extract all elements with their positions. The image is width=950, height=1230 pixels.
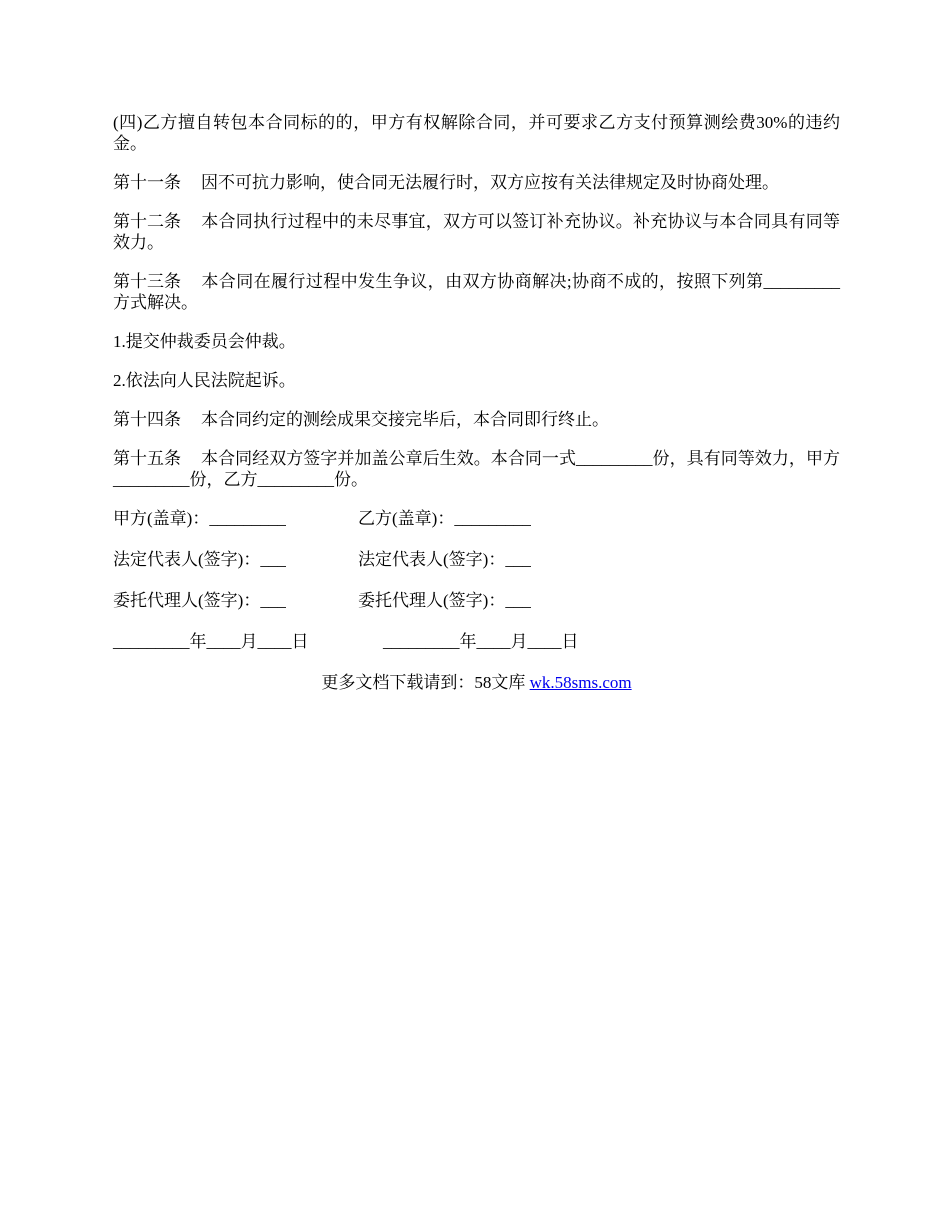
clause-14-text: 本合同约定的测绘成果交接完毕后，本合同即行终止。 (201, 410, 609, 429)
party-b-date: _________年____月____日 (383, 632, 579, 651)
clause-11-number: 第十一条 (113, 173, 181, 192)
clause-14 (113, 409, 840, 430)
party-b-representative: 法定代表人(签字)：___ (358, 550, 531, 569)
footer-text: 更多文档下载请到：58文库 (321, 673, 530, 692)
clause-11-text: 因不可抗力影响，使合同无法履行时，双方应按有关法律规定及时协商处理。 (201, 173, 779, 192)
clause-15 (113, 448, 840, 490)
clause-11 (113, 172, 840, 193)
paragraph-4: (四)乙方擅自转包本合同标的的，甲方有权解除合同，并可要求乙方支付预算测绘费30%的违约金。 (113, 113, 840, 153)
party-a-seal: 甲方(盖章)：_________ (113, 509, 286, 528)
clause-13-text: 本合同在履行过程中发生争议，由双方协商解决;协商不成的，按照下列第_________方式解决。 (113, 272, 840, 312)
footer (113, 672, 840, 693)
footer-link[interactable]: wk.58sms.com (529, 673, 632, 692)
party-b-seal: 乙方(盖章)：_________ (358, 509, 531, 528)
signature-row-seal (113, 508, 840, 529)
clause-12-number: 第十二条 (113, 212, 181, 231)
clause-15-text: 本合同经双方签字并加盖公章后生效。本合同一式_________份，具有同等效力，甲方_________份，乙方_________份。 (113, 449, 840, 489)
clause-12 (113, 211, 840, 253)
clause-13 (113, 271, 840, 313)
party-b-agent: 委托代理人(签字)：___ (358, 591, 531, 610)
option-1: 1.提交仲裁委员会仲裁。 (113, 332, 296, 351)
clause-13-number: 第十三条 (113, 272, 181, 291)
document-page (113, 112, 840, 693)
signature-row-representative (113, 549, 840, 570)
clause-15-number: 第十五条 (113, 449, 181, 468)
signature-row-agent (113, 590, 840, 611)
signature-row-date (113, 631, 840, 652)
party-a-representative: 法定代表人(签字)：___ (113, 550, 286, 569)
option-2: 2.依法向人民法院起诉。 (113, 371, 296, 390)
party-a-agent: 委托代理人(签字)：___ (113, 591, 286, 610)
party-a-date: _________年____月____日 (113, 632, 309, 651)
clause-14-number: 第十四条 (113, 410, 181, 429)
clause-12-text: 本合同执行过程中的未尽事宜，双方可以签订补充协议。补充协议与本合同具有同等效力。 (113, 212, 840, 252)
